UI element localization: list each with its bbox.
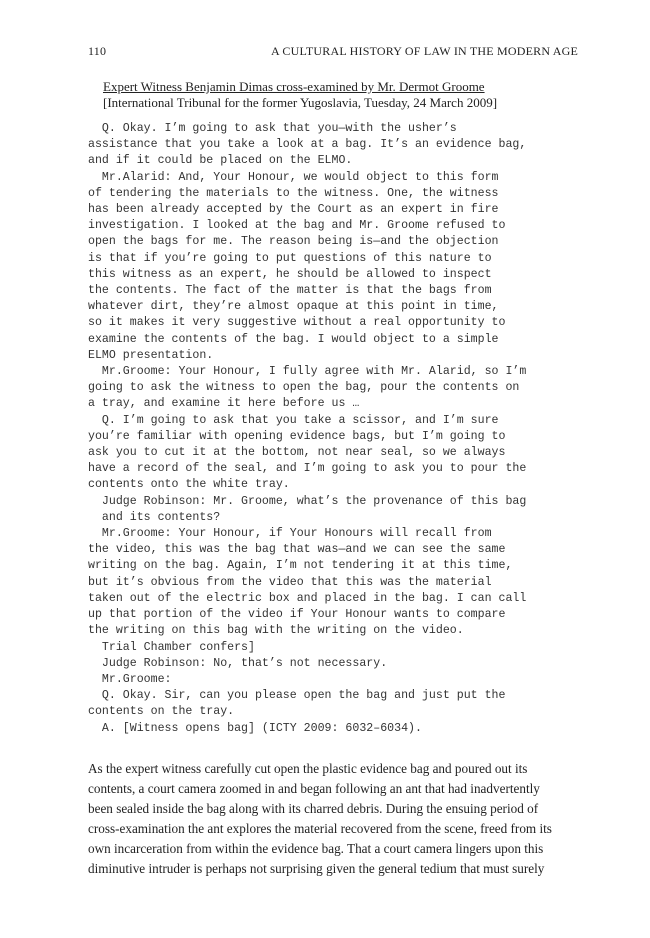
transcript-line: so it makes it very suggestive without a real opportunity to bbox=[88, 316, 506, 330]
body-line: cross-examination the ant explores the material recovered from the scene, freed from its bbox=[88, 820, 552, 836]
transcript-line: up that portion of the video if Your Honour wants to compare bbox=[88, 608, 506, 622]
transcript-line: going to ask the witness to open the bag, pour the contents on bbox=[88, 381, 520, 395]
transcript-line: investigation. I looked at the bag and Mr. Groome refused to bbox=[88, 219, 506, 233]
body-line: As the expert witness carefully cut open the plastic evidence bag and poured out its bbox=[88, 761, 528, 776]
transcript-line: taken out of the electric box and placed in the bag. I can call bbox=[88, 591, 527, 605]
transcript-line: but it’s obvious from the video that this was the material bbox=[88, 575, 492, 589]
transcript-line: writing on the bag. Again, I’m not tendering it at this time, bbox=[88, 559, 513, 573]
transcript-line: Q. Okay. Sir, can you please open the bag and just put the bbox=[88, 689, 506, 703]
transcript-line: Judge Robinson: No, that’s not necessary. bbox=[88, 656, 388, 670]
transcript-line: Q. I’m going to ask that you take a scissor, and I’m sure bbox=[88, 413, 499, 427]
transcript-line: Trial Chamber confers] bbox=[88, 640, 255, 654]
transcript-line: the writing on this bag with the writing on the video. bbox=[88, 624, 464, 638]
transcript-line: ask you to cut it at the bottom, not near seal, so we always bbox=[88, 446, 506, 460]
transcript-line: the contents. The fact of the matter is that the bags from bbox=[88, 284, 492, 298]
transcript-line: Mr.Alarid: And, Your Honour, we would object to this form bbox=[88, 170, 499, 184]
transcript-line: ELMO presentation. bbox=[88, 348, 214, 362]
transcript-line: Judge Robinson: Mr. Groome, what’s the provenance of this bag bbox=[88, 494, 527, 508]
transcript-line: examine the contents of the bag. I would object to a simple bbox=[88, 332, 499, 346]
transcript-line: contents on the tray. bbox=[88, 705, 235, 719]
transcript-line: and its contents? bbox=[88, 510, 221, 524]
transcript-line: Mr.Groome: Your Honour, if Your Honours will recall from bbox=[88, 527, 492, 541]
body-line: contents, a court camera zoomed in and began following an ant that had inadvertently bbox=[88, 780, 540, 796]
body-line: been sealed inside the bag along with its charred debris. During the ensuing period of bbox=[88, 800, 539, 816]
transcript-line: Mr.Groome: Your Honour, I fully agree with Mr. Alarid, so I’m bbox=[88, 365, 527, 379]
transcript-line: of tendering the materials to the witness. One, the witness bbox=[88, 186, 499, 200]
transcript-line: a tray, and examine it here before us … bbox=[88, 397, 360, 411]
body-line: diminutive intruder is perhaps not surprising given the general tedium that must surely bbox=[88, 860, 545, 876]
transcript-line: whatever dirt, they’re almost opaque at this point in time, bbox=[88, 300, 499, 314]
transcript-line: and if it could be placed on the ELMO. bbox=[88, 154, 353, 168]
page-number: 110 bbox=[88, 44, 107, 58]
transcript-line: this witness as an expert, he should be allowed to inspect bbox=[88, 267, 492, 281]
transcript-line: A. [Witness opens bag] (ICTY 2009: 6032–6034). bbox=[88, 721, 422, 735]
transcript-title: Expert Witness Benjamin Dimas cross-examined by Mr. Dermot Groome bbox=[103, 79, 485, 94]
transcript-line: has been already accepted by the Court as an expert in fire bbox=[88, 203, 499, 217]
transcript-line: assistance that you take a look at a bag. It’s an evidence bag, bbox=[88, 138, 527, 152]
transcript-line: contents onto the white tray. bbox=[88, 478, 290, 492]
body-paragraph bbox=[88, 759, 578, 878]
transcript-line: Q. Okay. I’m going to ask that you—with the usher’s bbox=[88, 122, 457, 135]
transcript-heading bbox=[103, 79, 497, 111]
running-title: A CULTURAL HISTORY OF LAW IN THE MODERN AGE bbox=[271, 44, 578, 58]
transcript-excerpt bbox=[88, 121, 578, 737]
transcript-subtitle: [International Tribunal for the former Yugoslavia, Tuesday, 24 March 2009] bbox=[103, 95, 498, 110]
transcript-line: Mr.Groome: bbox=[88, 672, 172, 686]
transcript-line: open the bags for me. The reason being is—and the objection bbox=[88, 235, 499, 249]
body-line: own incarceration from within the evidence bag. That a court camera lingers upon this bbox=[88, 840, 544, 856]
transcript-line: the video, this was the bag that was—and we can see the same bbox=[88, 543, 506, 557]
transcript-line: is that if you’re going to put questions of this nature to bbox=[88, 251, 492, 265]
transcript-line: have a record of the seal, and I’m going to ask you to pour the bbox=[88, 462, 527, 476]
transcript-line: you’re familiar with opening evidence bags, but I’m going to bbox=[88, 429, 506, 443]
